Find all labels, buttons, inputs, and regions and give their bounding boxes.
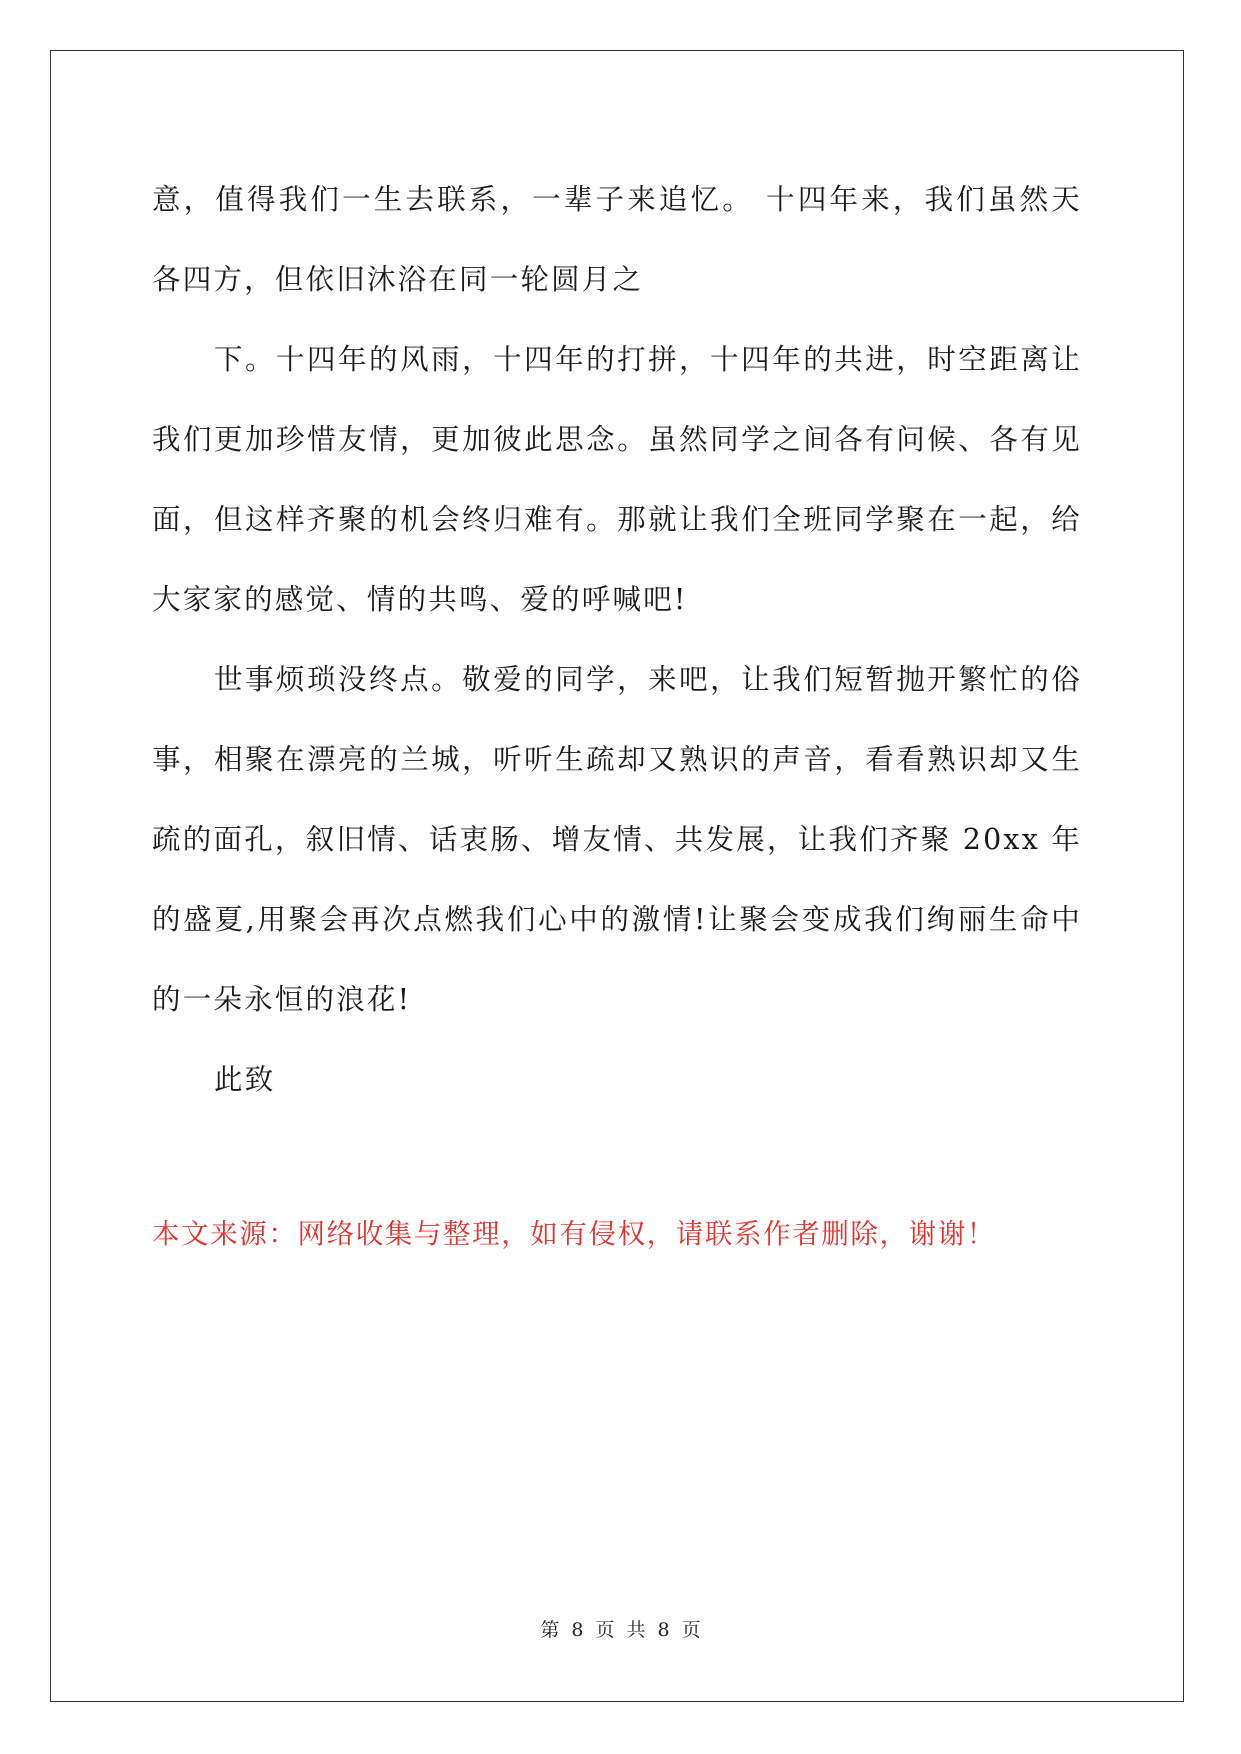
page-number-footer: 第 8 页 共 8 页 <box>540 1619 701 1641</box>
source-note: 本文来源：网络收集与整理，如有侵权，请联系作者删除，谢谢！ <box>152 1218 996 1250</box>
closing-salutation: 此致 <box>214 1063 276 1096</box>
paragraph-2: 下。十四年的风雨，十四年的打拼，十四年的共进，时空距离让我们更加珍惜友情，更加彼此思念。虽然同学之间各有问候、各有见面，但这样齐聚的机会终归难有。那就让我们全班同学聚在一起，给大家家的感觉、情的共鸣、爱的呼喊吧! <box>152 343 1082 616</box>
paragraph-3: 世事烦琐没终点。敬爱的同学，来吧，让我们短暂抛开繁忙的俗事，相聚在漂亮的兰城，听听生疏却又熟识的声音，看看熟识却又生疏的面孔，叙旧情、话衷肠、增友情、共发展，让我们齐聚 20xx 年的盛夏,用聚会再次点燃我们心中的激情!让聚会变成我们绚丽生命中的一朵永恒的浪花! <box>152 663 1082 1016</box>
paragraph-1: 意，值得我们一生去联系，一辈子来追忆。 十四年来，我们虽然天各四方，但依旧沐浴在同一轮圆月之 <box>152 183 1082 296</box>
document-body <box>152 160 1082 1120</box>
